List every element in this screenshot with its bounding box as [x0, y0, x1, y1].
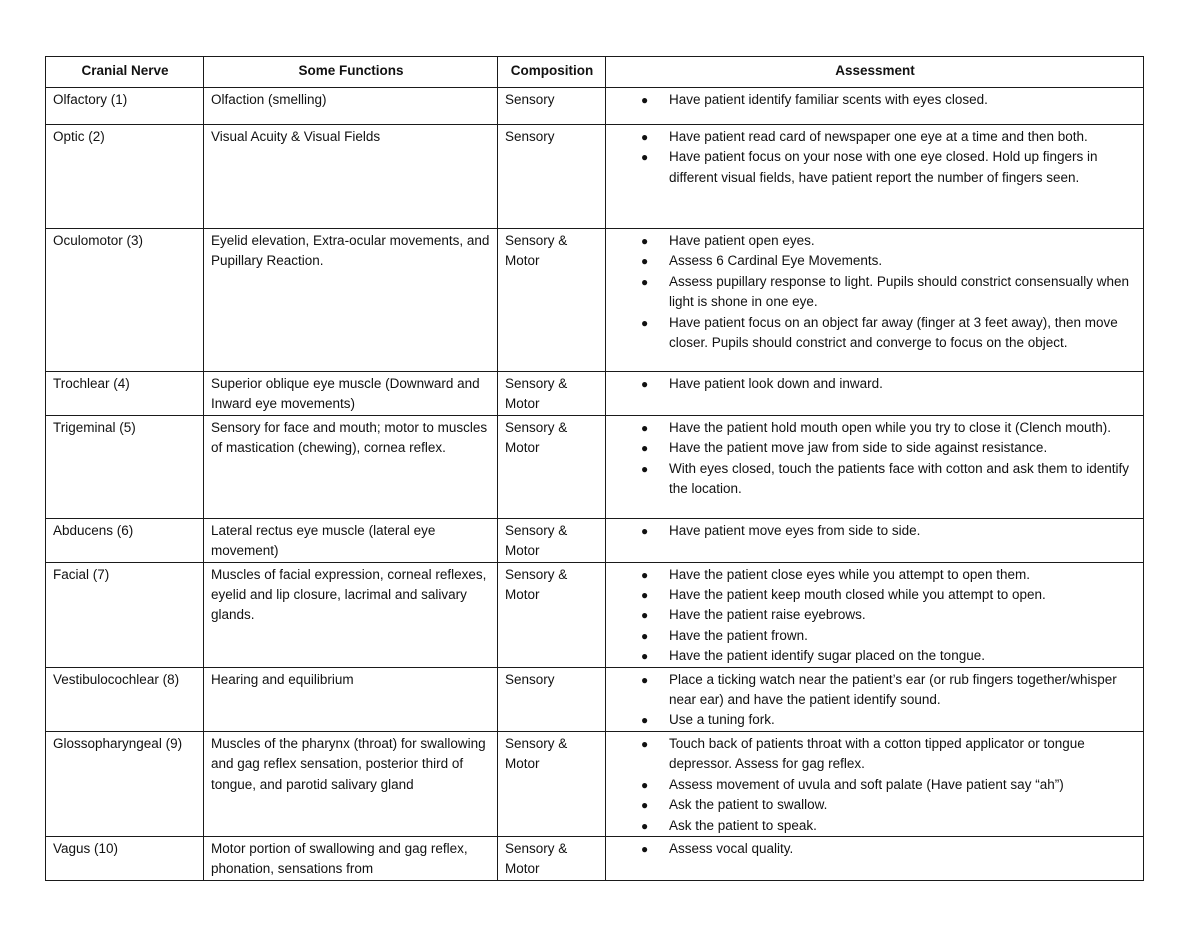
assessment-list: [613, 90, 1137, 110]
assessment-text: Have the patient raise eyebrows.: [669, 607, 866, 623]
assessment-text: Have patient identify familiar scents with eyes closed.: [669, 92, 988, 107]
assessment-text: With eyes closed, touch the patients face with cotton and ask them to identify the location.: [669, 460, 1130, 497]
composition-cell: Sensory & Motor: [498, 372, 606, 416]
bullet-icon: ●: [641, 818, 649, 833]
assessment-cell: [606, 125, 1144, 229]
nerve-cell: Trigeminal (5): [46, 415, 204, 518]
functions-cell: Muscles of facial expression, corneal reflexes, eyelid and lip closure, lacrimal and salivary glands.: [204, 562, 498, 667]
table-row: [46, 88, 1144, 125]
nerve-cell: Oculomotor (3): [46, 229, 204, 372]
assessment-item: [641, 90, 1137, 110]
bullet-icon: ●: [641, 798, 649, 813]
table-row: [46, 372, 1144, 416]
assessment-item: [641, 438, 1137, 458]
composition-cell: Sensory & Motor: [498, 415, 606, 518]
assessment-text: Assess 6 Cardinal Eye Movements.: [669, 253, 883, 269]
assessment-item: [641, 374, 1137, 394]
header-some-functions: Some Functions: [204, 57, 498, 88]
table-row: [46, 562, 1144, 667]
bullet-icon: ●: [641, 420, 649, 435]
assessment-cell: [606, 415, 1144, 518]
header-assessment: Assessment: [606, 57, 1144, 88]
bullet-icon: ●: [641, 672, 649, 687]
nerve-cell: Vestibulocochlear (8): [46, 667, 204, 731]
assessment-item: [641, 605, 1137, 625]
composition-cell: Sensory & Motor: [498, 731, 606, 836]
bullet-icon: ●: [641, 523, 649, 538]
bullet-icon: ●: [641, 713, 649, 728]
header-composition: Composition: [498, 57, 606, 88]
composition-cell: Sensory & Motor: [498, 836, 606, 880]
assessment-item: [641, 585, 1137, 605]
assessment-list: [613, 670, 1137, 731]
assessment-text: Have the patient keep mouth closed while you attempt to open.: [669, 587, 1046, 603]
assessment-item: [641, 626, 1137, 646]
assessment-cell: [606, 88, 1144, 125]
table-body: [46, 88, 1144, 881]
assessment-text: Ask the patient to speak.: [669, 817, 817, 833]
composition-cell: Sensory: [498, 125, 606, 229]
nerve-cell: Optic (2): [46, 125, 204, 229]
functions-cell: Hearing and equilibrium: [204, 667, 498, 731]
table-row: [46, 518, 1144, 562]
assessment-text: Have the patient close eyes while you attempt to open them.: [669, 566, 1030, 582]
assessment-text: Have patient focus on your nose with one eye closed. Hold up fingers in different visual fields, have patient report the number of fingers seen.: [669, 149, 1098, 185]
composition-cell: Sensory: [498, 88, 606, 125]
assessment-item: [641, 775, 1137, 795]
functions-cell: Olfaction (smelling): [204, 88, 498, 125]
table-row: [46, 125, 1144, 229]
bullet-icon: ●: [641, 254, 649, 269]
assessment-cell: [606, 731, 1144, 836]
functions-cell: Eyelid elevation, Extra-ocular movements, and Pupillary Reaction.: [204, 229, 498, 372]
assessment-item: [641, 646, 1137, 666]
assessment-text: Have patient look down and inward.: [669, 376, 883, 391]
composition-cell: Sensory: [498, 667, 606, 731]
functions-cell: Motor portion of swallowing and gag reflex, phonation, sensations from: [204, 836, 498, 880]
bullet-icon: ●: [641, 234, 649, 248]
assessment-item: [641, 127, 1137, 147]
assessment-text: Assess pupillary response to light. Pupils should constrict consensually when light is shone in one eye.: [669, 273, 1129, 310]
bullet-icon: ●: [641, 649, 649, 664]
bullet-icon: ●: [641, 461, 649, 476]
bullet-icon: ●: [641, 315, 649, 330]
assessment-list: [613, 374, 1137, 394]
assessment-cell: [606, 667, 1144, 731]
assessment-text: Touch back of patients throat with a cotton tipped applicator or tongue depressor. Assess for gag reflex.: [669, 735, 1085, 772]
composition-cell: Sensory & Motor: [498, 229, 606, 372]
assessment-item: [641, 521, 1137, 541]
bullet-icon: ●: [641, 841, 649, 856]
cranial-nerve-table: [45, 56, 1144, 881]
assessment-item: [641, 795, 1137, 815]
assessment-text: Have the patient frown.: [669, 627, 808, 643]
assessment-text: Have patient focus on an object far away (finger at 3 feet away), then move closer. Pupils should constrict and converge to focus on the object.: [669, 314, 1118, 351]
functions-cell: Visual Acuity & Visual Fields: [204, 125, 498, 229]
bullet-icon: ●: [641, 377, 649, 391]
assessment-list: [613, 565, 1137, 667]
assessment-text: Assess movement of uvula and soft palate (Have patient say “ah”): [669, 776, 1064, 792]
assessment-cell: [606, 229, 1144, 372]
bullet-icon: ●: [641, 150, 649, 165]
bullet-icon: ●: [641, 93, 649, 107]
assessment-list: [613, 127, 1137, 188]
assessment-text: Have patient move eyes from side to side.: [669, 522, 921, 538]
bullet-icon: ●: [641, 274, 649, 289]
assessment-text: Have the patient identify sugar placed on the tongue.: [669, 648, 985, 664]
assessment-item: [641, 251, 1137, 271]
bullet-icon: ●: [641, 588, 649, 603]
composition-cell: Sensory & Motor: [498, 562, 606, 667]
assessment-item: [641, 710, 1137, 730]
assessment-item: [641, 734, 1137, 775]
assessment-text: Use a tuning fork.: [669, 712, 775, 728]
nerve-cell: Abducens (6): [46, 518, 204, 562]
functions-cell: Muscles of the pharynx (throat) for swallowing and gag reflex sensation, posterior third of tongue, and parotid salivary gland: [204, 731, 498, 836]
assessment-text: Place a ticking watch near the patient’s ear (or rub fingers together/whisper near ear) and have the patient identify sound.: [669, 671, 1117, 708]
assessment-list: [613, 231, 1137, 353]
bullet-icon: ●: [641, 130, 649, 144]
assessment-item: [641, 565, 1137, 585]
assessment-item: [641, 816, 1137, 836]
assessment-text: Have patient open eyes.: [669, 233, 815, 248]
assessment-cell: [606, 518, 1144, 562]
functions-cell: Lateral rectus eye muscle (lateral eye movement): [204, 518, 498, 562]
nerve-cell: Vagus (10): [46, 836, 204, 880]
assessment-text: Have patient read card of newspaper one eye at a time and then both.: [669, 129, 1088, 144]
bullet-icon: ●: [641, 441, 649, 456]
composition-cell: Sensory & Motor: [498, 518, 606, 562]
bullet-icon: ●: [641, 628, 649, 643]
assessment-text: Have the patient move jaw from side to side against resistance.: [669, 440, 1048, 456]
assessment-item: [641, 670, 1137, 711]
table-row: [46, 836, 1144, 880]
nerve-cell: Glossopharyngeal (9): [46, 731, 204, 836]
table-row: [46, 415, 1144, 518]
assessment-text: Ask the patient to swallow.: [669, 797, 828, 813]
assessment-text: Have the patient hold mouth open while you try to close it (Clench mouth).: [669, 419, 1111, 435]
table-row: [46, 731, 1144, 836]
assessment-list: [613, 734, 1137, 836]
table-row: [46, 229, 1144, 372]
nerve-cell: Olfactory (1): [46, 88, 204, 125]
assessment-item: [641, 459, 1137, 500]
nerve-cell: Facial (7): [46, 562, 204, 667]
assessment-list: [613, 521, 1137, 541]
assessment-item: [641, 313, 1137, 354]
assessment-text: Assess vocal quality.: [669, 840, 794, 856]
functions-cell: Superior oblique eye muscle (Downward and Inward eye movements): [204, 372, 498, 416]
bullet-icon: ●: [641, 567, 649, 582]
header-cranial-nerve: Cranial Nerve: [46, 57, 204, 88]
assessment-list: [613, 839, 1137, 859]
functions-cell: Sensory for face and mouth; motor to muscles of mastication (chewing), cornea reflex.: [204, 415, 498, 518]
table-header-row: [46, 57, 1144, 88]
assessment-cell: [606, 372, 1144, 416]
assessment-item: [641, 147, 1137, 188]
assessment-list: [613, 418, 1137, 500]
assessment-item: [641, 418, 1137, 438]
table-row: [46, 667, 1144, 731]
bullet-icon: ●: [641, 736, 649, 751]
assessment-item: [641, 272, 1137, 313]
assessment-item: [641, 231, 1137, 251]
assessment-cell: [606, 562, 1144, 667]
bullet-icon: ●: [641, 608, 649, 623]
bullet-icon: ●: [641, 777, 649, 792]
assessment-cell: [606, 836, 1144, 880]
assessment-item: [641, 839, 1137, 859]
nerve-cell: Trochlear (4): [46, 372, 204, 416]
